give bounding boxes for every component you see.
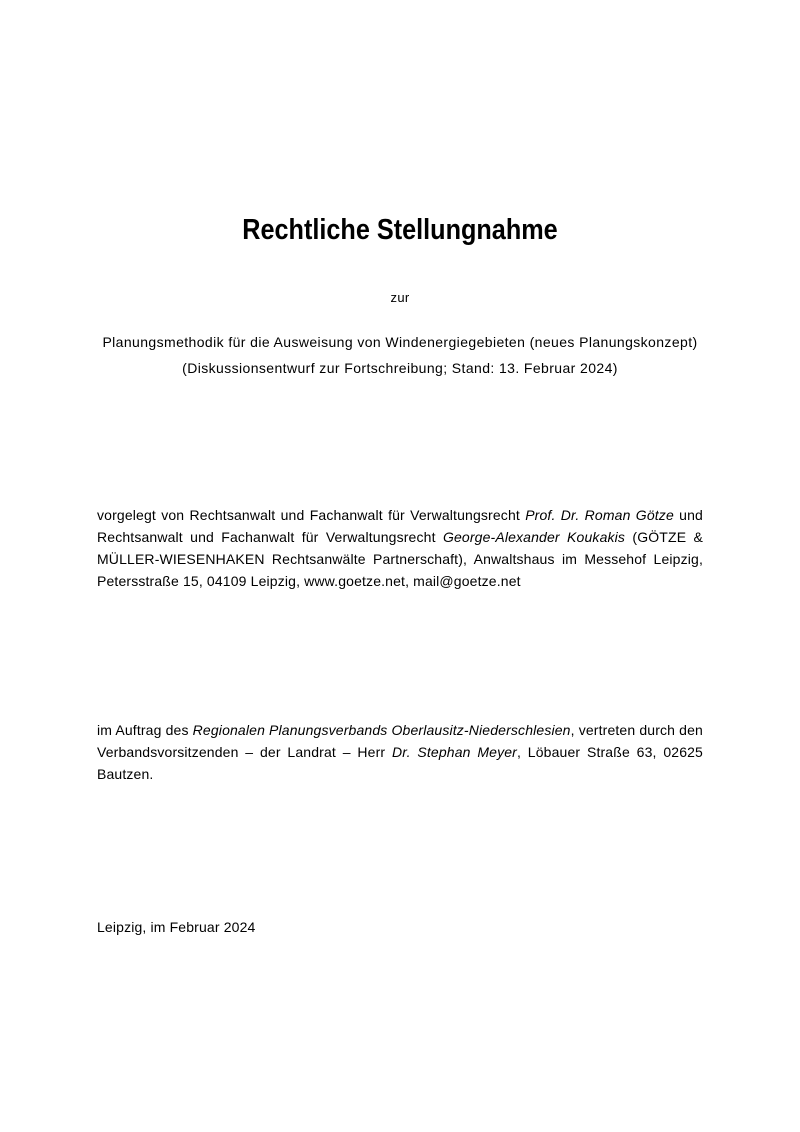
subject-block	[97, 329, 703, 381]
emphasized-name-run: Dr. Stephan Meyer	[392, 744, 517, 760]
text-run: im Auftrag des	[97, 722, 193, 738]
text-run: , vertreten durch den Verbandsvorsitzenden – der Landrat – Herr	[97, 722, 703, 760]
subject-line-1: Planungsmethodik für die Ausweisung von Windenergiegebieten (neues Planungskonzept)	[102, 334, 698, 350]
document-title: Rechtliche Stellungnahme	[242, 214, 558, 246]
text-run: , Löbauer Straße 63, 02625 Bautzen.	[97, 744, 703, 782]
text-run: und Rechtsanwalt und Fachanwalt für Verwaltungsrecht	[97, 507, 703, 545]
place-date-line: Leipzig, im Februar 2024	[97, 919, 256, 935]
text-run: (GÖTZE & MÜLLER-WIESENHAKEN Rechtsanwälte Partnerschaft), Anwaltshaus im Messehof Leipzig, Petersstraße 15, 04109 Leipzig, www.goetze.net, mail@goetze.net	[97, 529, 703, 589]
emphasized-name-run: Regionalen Planungsverbands Oberlausitz-Niederschlesien	[192, 722, 571, 738]
emphasized-name-run: Prof. Dr. Roman Götze	[525, 507, 674, 523]
on-behalf-of-paragraph	[97, 719, 703, 785]
text-run: vorgelegt von Rechtsanwalt und Fachanwalt für Verwaltungsrecht	[97, 507, 526, 523]
subject-preposition: zur	[390, 290, 410, 305]
submitted-by-paragraph	[97, 504, 703, 592]
subject-line-2: (Diskussionsentwurf zur Fortschreibung; Stand: 13. Februar 2024)	[182, 360, 618, 376]
emphasized-name-run: George-Alexander Koukakis	[442, 529, 626, 545]
